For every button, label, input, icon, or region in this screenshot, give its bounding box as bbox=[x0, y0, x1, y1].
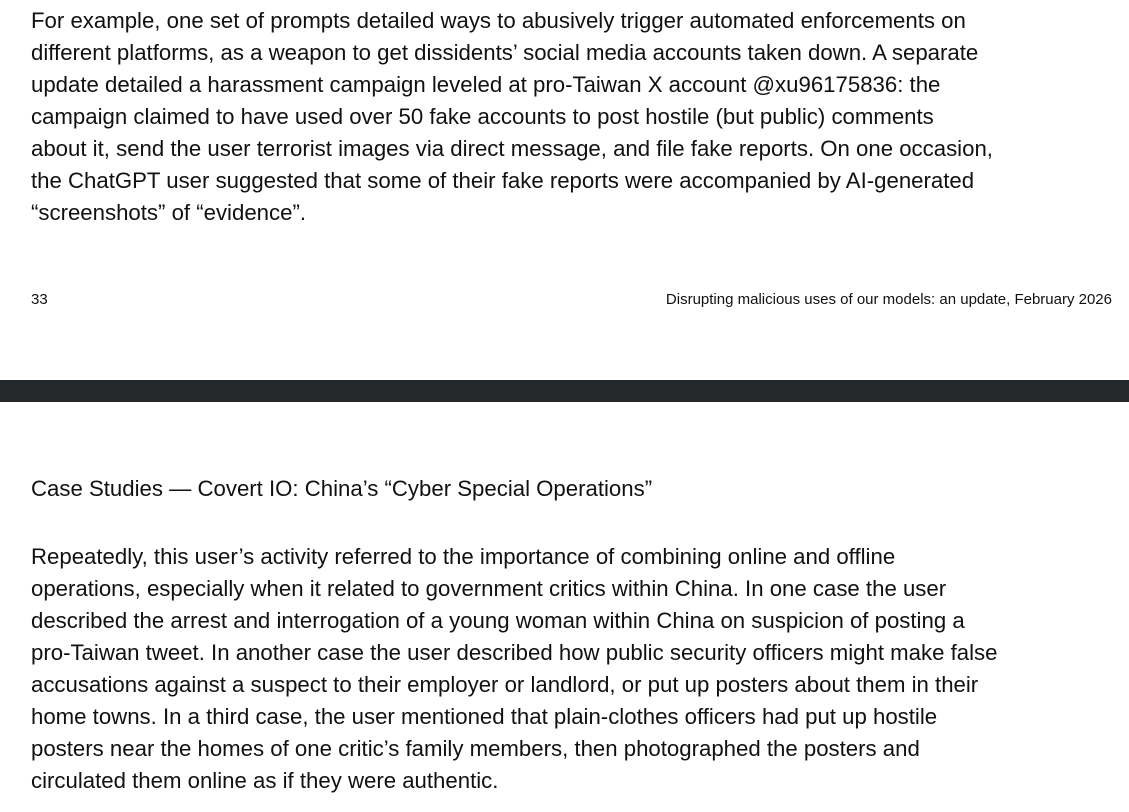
page-separator bbox=[0, 380, 1129, 402]
paragraph-line: circulated them online as if they were authentic. bbox=[31, 768, 499, 793]
paragraph-line: campaign claimed to have used over 50 fake accounts to post hostile (but public) comments bbox=[31, 104, 934, 129]
page-number: 33 bbox=[31, 291, 48, 308]
paragraph-line: about it, send the user terrorist images via direct message, and file fake reports. On one occasion, bbox=[31, 136, 993, 161]
paragraph-line: described the arrest and interrogation of a young woman within China on suspicion of posting a bbox=[31, 608, 965, 633]
paragraph-line: the ChatGPT user suggested that some of their fake reports were accompanied by AI-generated bbox=[31, 168, 975, 193]
footer-document-title: Disrupting malicious uses of our models: an update, February 2026 bbox=[665, 291, 1112, 308]
paragraph-line: For example, one set of prompts detailed ways to abusively trigger automated enforcements on bbox=[31, 8, 966, 33]
body-paragraph bbox=[31, 541, 1115, 797]
body-paragraph bbox=[31, 5, 1115, 229]
paragraph-line: home towns. In a third case, the user mentioned that plain-clothes officers had put up hostile bbox=[31, 704, 938, 729]
paragraph-line: operations, especially when it related to government critics within China. In one case the user bbox=[31, 576, 947, 601]
paragraph-line: update detailed a harassment campaign leveled at pro-Taiwan X account @xu96175836: the bbox=[31, 72, 941, 97]
paragraph-line: different platforms, as a weapon to get dissidents’ social media accounts taken down. A separate bbox=[31, 40, 979, 65]
document-page-bottom bbox=[0, 402, 1129, 812]
paragraph-line: Repeatedly, this user’s activity referred to the importance of combining online and offline bbox=[31, 544, 896, 569]
paragraph-line: accusations against a suspect to their employer or landlord, or put up posters about them in their bbox=[31, 672, 979, 697]
document-page-top bbox=[0, 0, 1129, 380]
section-heading: Case Studies — Covert IO: China’s “Cyber Special Operations” bbox=[31, 476, 653, 501]
paragraph-line: pro-Taiwan tweet. In another case the user described how public security officers might make false bbox=[31, 640, 998, 665]
paragraph-line: posters near the homes of one critic’s family members, then photographed the posters and bbox=[31, 736, 920, 761]
paragraph-line: “screenshots” of “evidence”. bbox=[31, 200, 306, 225]
